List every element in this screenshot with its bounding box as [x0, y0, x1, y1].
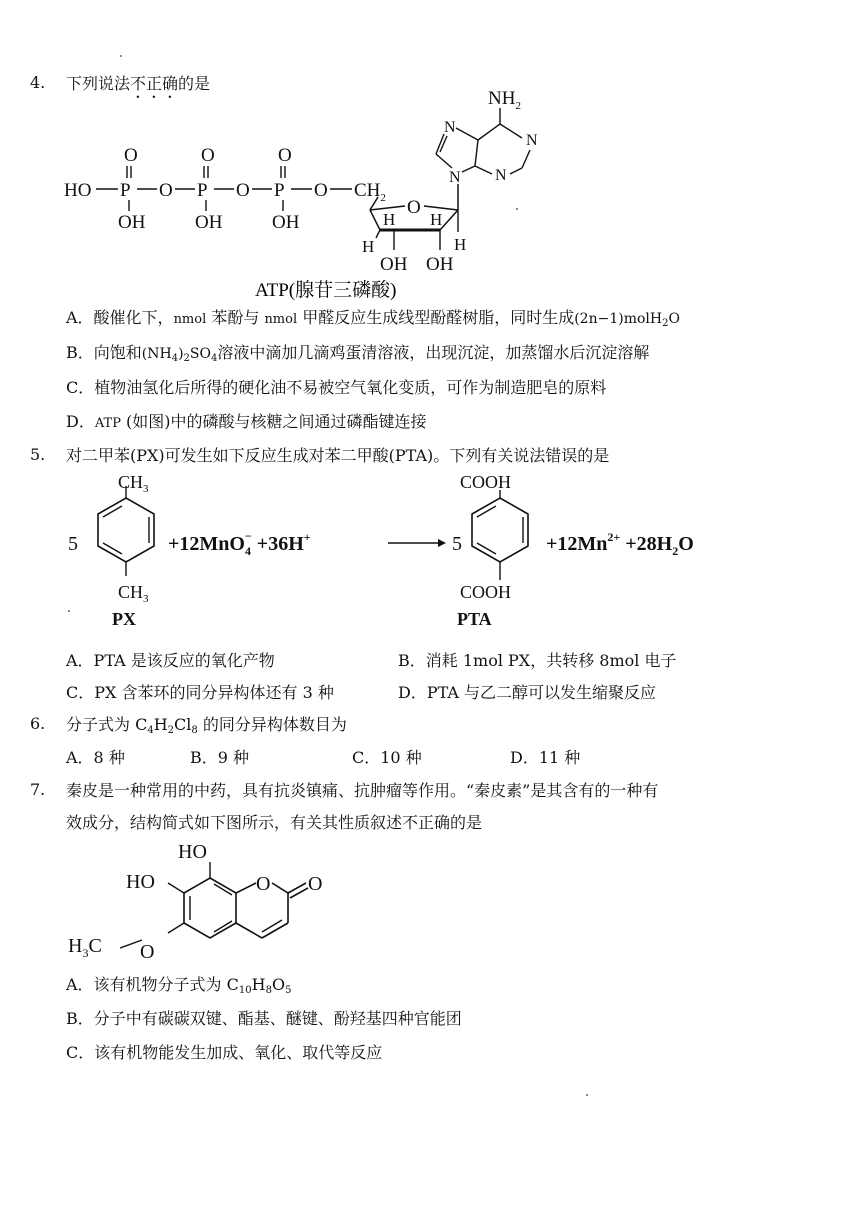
q6-option-c: C．10 种 — [352, 748, 422, 767]
ho-label: HO — [64, 180, 92, 201]
svg-text:H: H — [362, 237, 375, 256]
svg-text:H: H — [430, 210, 443, 229]
svg-text:O: O — [314, 180, 328, 201]
svg-text:OH: OH — [272, 212, 300, 233]
q4-option-c: C．植物油氢化后所得的硬化油不易被空气氧化变质，可作为制造肥皂的原料 — [66, 378, 607, 397]
svg-text:OH: OH — [380, 254, 408, 275]
svg-text:5: 5 — [452, 533, 462, 555]
svg-text:+12MnO4− +36H+: +12MnO$_4$− +36H+ — [168, 529, 311, 558]
svg-text:N: N — [444, 119, 456, 136]
svg-text:COOH: COOH — [460, 472, 512, 492]
q6-option-d: D．11 种 — [510, 748, 581, 767]
svg-text:HO: HO — [126, 871, 155, 893]
svg-text:NH2: $NH_2$ — [488, 88, 521, 112]
q5-number: 5. — [30, 445, 46, 464]
svg-text:CH2: $CH_2$ — [354, 180, 386, 204]
svg-text:5: 5 — [68, 533, 78, 555]
q7-option-c: C．该有机物能发生加成、氧化、取代等反应 — [66, 1043, 383, 1062]
q5-option-c: C．PX 含苯环的同分异构体还有 3 种 — [66, 683, 334, 702]
svg-text:O: O — [124, 145, 138, 166]
q7-option-b: B．分子中有碳碳双键、酯基、醚键、酚羟基四种官能团 — [66, 1009, 462, 1028]
atp-structure-figure — [60, 88, 580, 310]
q7-stem-line2: 效成分，结构简式如下图所示，有关其性质叙述不正确的是 — [66, 813, 483, 832]
svg-text:HO: HO — [178, 841, 207, 863]
svg-text:CH3: $CH_3$ — [118, 472, 149, 495]
pta-label: PTA — [457, 609, 492, 629]
svg-text:O: O — [236, 180, 250, 201]
svg-text:CH3: $CH_3$ — [118, 582, 149, 605]
px-label: PX — [112, 609, 136, 629]
q5-option-b: B．消耗 1mol PX，共转移 8mol 电子 — [398, 651, 677, 670]
q6-number: 6. — [30, 714, 46, 733]
svg-text:COOH: COOH — [460, 582, 512, 602]
q6-option-b: B．9 种 — [190, 748, 250, 767]
q7-stem-line1: 秦皮是一种常用的中药，具有抗炎镇痛、抗肿瘤等作用。“秦皮素”是其含有的一种有 — [66, 781, 659, 800]
svg-text:P: P — [274, 180, 285, 201]
q4-number: 4. — [30, 73, 46, 92]
svg-text:P: P — [120, 180, 131, 201]
scan-speck — [68, 610, 70, 612]
fraxetin-structure-figure — [60, 838, 360, 968]
svg-text:O: O — [201, 145, 215, 166]
q5-option-d: D．PTA 与乙二醇可以发生缩聚反应 — [398, 683, 657, 702]
svg-text:H: H — [383, 210, 396, 229]
svg-text:O: O — [308, 873, 323, 895]
svg-text:+12Mn2+ +28H2O: $+12Mn^{2+} +28H_2O$ — [546, 530, 694, 558]
q7-number: 7. — [30, 780, 46, 799]
q4-option-a: A．酸催化下，nmol 苯酚与 nmol 甲醛反应生成线型酚醛树脂，同时生成(2n−1)molH$_2$O — [66, 308, 680, 329]
q4-stem: 下列说法不正确的是 — [66, 74, 211, 93]
svg-text:OH: OH — [118, 212, 146, 233]
q5-option-a: A．PTA 是该反应的氧化产物 — [66, 651, 275, 670]
svg-text:H: H — [454, 235, 467, 254]
svg-text:O: O — [407, 197, 421, 218]
scan-speck — [120, 55, 122, 57]
svg-text:O: O — [256, 873, 271, 895]
svg-text:H3C: $H_3C$ — [68, 935, 102, 960]
q6-option-a: A．8 种 — [66, 748, 125, 767]
svg-text:N: N — [449, 169, 461, 186]
q5-stem: 对二甲苯(PX)可发生如下反应生成对苯二甲酸(PTA)。下列有关说法错误的是 — [66, 446, 610, 465]
scan-speck — [586, 1094, 588, 1096]
svg-text:P: P — [197, 180, 208, 201]
svg-text:O: O — [278, 145, 292, 166]
q4-option-b: B．向饱和$(NH_4)_2SO_4$溶液中滴加几滴鸡蛋清溶液，出现沉淀，加蒸馏水后沉淀溶解 — [66, 343, 650, 364]
svg-text:N: N — [526, 132, 538, 149]
svg-text:O: O — [159, 180, 173, 201]
svg-text:N: N — [495, 167, 507, 184]
svg-text:OH: OH — [426, 254, 454, 275]
q7-option-a: A．该有机物分子式为 $C_{10}H_8O_5$ — [66, 975, 292, 996]
svg-text:O: O — [140, 941, 155, 963]
px-oxidation-equation — [60, 470, 740, 640]
svg-text:OH: OH — [195, 212, 223, 233]
atp-caption: ATP(腺苷三磷酸) — [255, 280, 397, 301]
q4-option-d: D．ATP (如图)中的磷酸与核糖之间通过磷酯键连接 — [66, 412, 427, 431]
scan-speck — [516, 208, 518, 210]
q6-stem: 分子式为 $C_4H_2Cl_8$ 的同分异构体数目为 — [66, 715, 347, 736]
